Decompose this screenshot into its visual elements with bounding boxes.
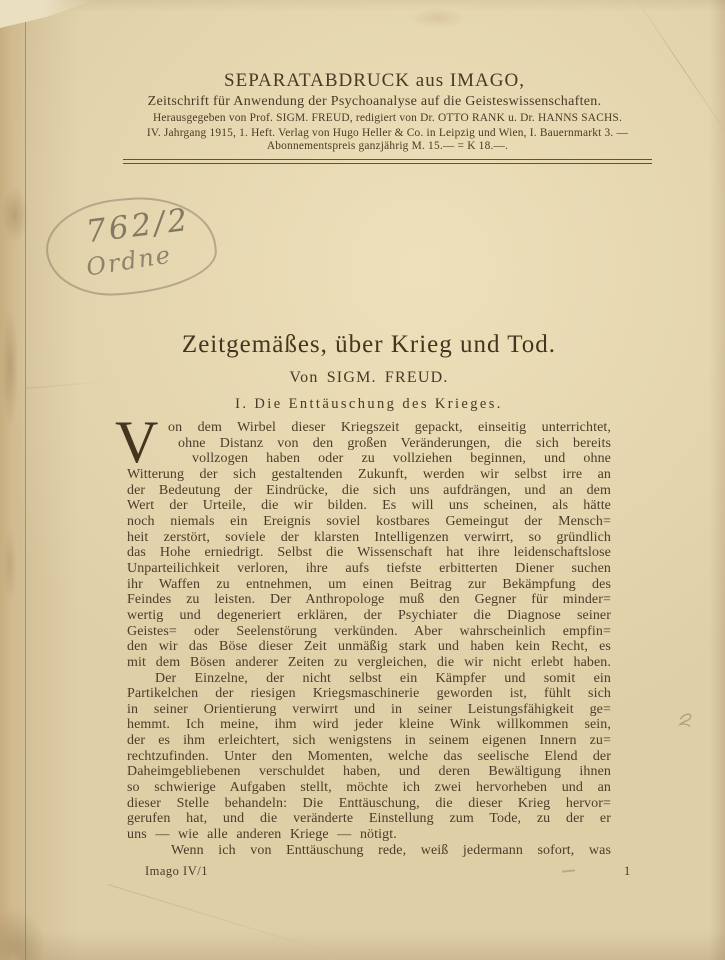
header-double-rule	[123, 159, 652, 165]
drop-cap: V	[115, 409, 159, 475]
handwritten-catalog-number: 762/2	[84, 201, 193, 251]
body-line: das Hohe erniedrigt. Selbst die Wissenschaft hat ihre leidenschaftslose	[127, 545, 611, 561]
paper-crease	[108, 884, 366, 960]
journal-header	[123, 70, 652, 164]
body-line: hemmt. Ich meine, ihm wird jeder kleine Wink willkommen sein,	[127, 717, 611, 733]
body-line: wertig und degeneriert erklären, der Psychiater die Diagnose seiner	[127, 607, 611, 623]
body-line: der es ihm erleichtert, sich wenigstens in seinem eigenen Innern zu=	[127, 733, 611, 749]
journal-subscription: Abonnementspreis ganzjährig M. 15.— = K 18.—.	[266, 140, 509, 152]
body-line: Wert der Urteile, die wir bilden. Es will uns scheinen, als hätte	[127, 498, 611, 514]
body-line: Der Einzelne, der nicht selbst ein Kämpfer und somit ein	[155, 670, 611, 686]
footer-journal-ref: Imago IV/1	[145, 864, 208, 878]
body-line: rechtzufinden. Unter den Momenten, welche das seelische Elend der	[127, 748, 611, 764]
handwritten-word: Ordne	[84, 240, 174, 282]
paper-stain	[398, 4, 478, 32]
body-text	[115, 409, 611, 858]
journal-publisher: IV. Jahrgang 1915, 1. Heft. Verlag von Hugo Heller & Co. in Leipzig und Wien, I. Bauernmarkt 3. —	[146, 126, 629, 139]
body-line: dieser Stelle behandeln: Die Enttäuschung, die dieser Krieg hervor=	[127, 795, 611, 811]
pencil-dash-mark	[562, 869, 575, 872]
corner-chip	[0, 0, 95, 28]
body-line: heit zerstört, soviele der klarsten Intelligenzen verwirrt, so gründlich	[127, 529, 611, 545]
body-line: Witterung der sich gestaltenden Zukunft, werden wir selbst irre an	[127, 466, 611, 482]
body-line: Partikelchen der riesigen Kriegsmaschinerie geworden ist, fühlt sich	[127, 686, 611, 702]
body-line: ohne Distanz von den großen Veränderungen, die sich bereits	[178, 435, 611, 451]
article-byline: Von SIGM. FREUD.	[289, 369, 449, 386]
body-line: vollzogen haben oder zu vollziehen beginnen, und ohne	[192, 451, 611, 467]
body-line: Wenn ich von Enttäuschung rede, weiß jedermann sofort, was	[171, 842, 611, 858]
pencil-squiggle-mark	[673, 706, 697, 737]
article-title: Zeitgemäßes, über Krieg und Tod.	[181, 331, 557, 358]
body-line: gerufen hat, und die veränderte Einstellung zum Tode, zu der er	[127, 811, 611, 827]
body-line: ihr Waffen zu entnehmen, um einen Beitrag zur Bekämpfung des	[127, 576, 611, 592]
page-number: 1	[624, 864, 631, 878]
body-line: Geistes= oder Seelenstörung verkünden. Aber wahrscheinlich empfin=	[127, 623, 611, 639]
worn-left-edge	[0, 0, 26, 960]
paper-crease	[26, 380, 116, 389]
section-heading: I. Die Enttäuschung des Krieges.	[235, 396, 503, 412]
body-line: der Bedeutung der Eindrücke, die sich uns aufdrängen, und an dem	[127, 482, 611, 498]
body-line: mit dem Bösen anderer Zeiten zu vergleichen, die wir nicht erlebt haben.	[127, 654, 611, 670]
body-line: noch niemals ein Ereignis soviel kostbares Gemeingut der Mensch=	[127, 513, 611, 529]
body-line: so schwierige Aufgaben stellt, möchte ich zwei hervorheben und an	[127, 780, 611, 796]
body-line: Daheimgebliebenen verschuldet haben, und deren Bewältigung ihnen	[127, 764, 611, 780]
journal-title: SEPARATABDRUCK aus IMAGO,	[224, 70, 525, 91]
body-line: Unparteilichkeit verloren, ihre aufs tiefste erbitterten Diener suchen	[127, 560, 611, 576]
body-line: Feindes zu leisten. Der Anthropologe muß den Gegner für minder=	[127, 592, 611, 608]
journal-subtitle: Zeitschrift für Anwendung der Psychoanalyse auf die Geisteswissenschaften.	[147, 94, 602, 109]
body-line: uns — wie alle anderen Kriege — nötigt.	[127, 827, 397, 843]
body-line: on dem Wirbel dieser Kriegszeit gepackt, einseitig unterrichtet,	[168, 420, 611, 435]
journal-editors: Herausgegeben von Prof. SIGM. FREUD, redigiert von Dr. OTTO RANK u. Dr. HANNS SACHS.	[152, 112, 623, 124]
body-line: in seiner Orientierung verwirrt und in seiner Leistungsfähigkeit ge=	[127, 701, 611, 717]
body-line: den wir das Böse dieser Zeit unmäßig stark und haben kein Recht, es	[127, 639, 611, 655]
